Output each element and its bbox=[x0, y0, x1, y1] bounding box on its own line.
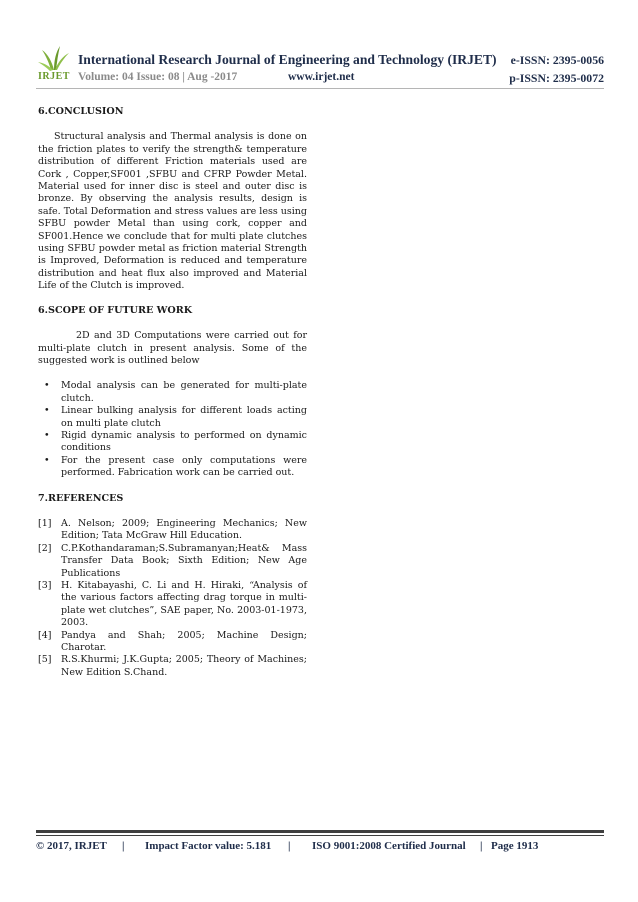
reference-text: R.S.Khurmi; J.K.Gupta; 2005; Theory of Machines; New Edition S.Chand. bbox=[61, 654, 307, 678]
conclusion-paragraph: Structural analysis and Thermal analysis is done on the friction plates to verify the strength& temperature distribution of different Friction materials used are Cork , Copper,SF001 ,SFBU and CFRP Powder Metal. Material used for inner disc is steel and outer disc is bronze. By observing the analysis results, design is safe. Total Deformation and stress values are less using SFBU powder Metal than using cork, copper and SF001.Hence we conclude that for multi plate clutches using SFBU powder metal as friction material Strength is Improved, Deformation is reduced and temperature distribution and heat flux also improved and Material Life of the Clutch is improved. bbox=[38, 131, 307, 292]
journal-title: International Research Journal of Engineering and Technology (IRJET) bbox=[78, 52, 497, 67]
reference-text: H. Kitabayashi, C. Li and H. Hiraki, “Analysis of the various factors affecting drag torque in multi-plate wet clutches”, SAE paper, No. 2003-01-1973, 2003. bbox=[61, 580, 307, 629]
list-item-text: For the present case only computations were performed. Fabrication work can be carried out. bbox=[61, 454, 307, 479]
footer-separator: | bbox=[122, 840, 125, 852]
reference-text: C.P.Kothandaraman;S.Subramanyan;Heat& Mass Transfer Data Book; Sixth Edition; New Age Publications bbox=[61, 542, 307, 579]
e-issn: e-ISSN: 2395-0056 bbox=[510, 53, 604, 67]
bullet-icon: • bbox=[44, 405, 50, 417]
reference-item bbox=[38, 543, 307, 580]
list-item bbox=[38, 405, 307, 430]
p-issn: p-ISSN: 2395-0072 bbox=[509, 71, 604, 85]
reference-item bbox=[38, 518, 307, 543]
reference-item bbox=[38, 580, 307, 630]
references-heading: 7.REFERENCES bbox=[38, 492, 124, 504]
website-link[interactable]: www.irjet.net bbox=[288, 71, 355, 83]
logo-text: IRJET bbox=[38, 71, 70, 82]
footer-separator: | bbox=[288, 840, 291, 852]
references-list bbox=[38, 518, 307, 679]
conclusion-heading: 6.CONCLUSION bbox=[38, 106, 124, 117]
list-item bbox=[38, 455, 307, 480]
bullet-icon: • bbox=[44, 429, 50, 441]
copyright: © 2017, IRJET bbox=[36, 840, 107, 852]
impact-factor: Impact Factor value: 5.181 bbox=[145, 840, 272, 852]
future-work-intro: 2D and 3D Computations were carried out for multi-plate clutch in present analysis. Some of the suggested work is outlined below bbox=[38, 330, 307, 366]
future-work-heading: 6.SCOPE OF FUTURE WORK bbox=[38, 304, 193, 316]
list-item-text: Modal analysis can be generated for multi-plate clutch. bbox=[61, 380, 307, 404]
reference-item bbox=[38, 630, 307, 655]
list-item-text: Linear bulking analysis for different loads acting on multi plate clutch bbox=[61, 405, 307, 429]
future-work-list bbox=[38, 380, 307, 479]
list-item bbox=[38, 430, 307, 455]
reference-number: [2] bbox=[38, 542, 52, 554]
text-column bbox=[38, 106, 307, 679]
list-item bbox=[38, 380, 307, 405]
journal-header bbox=[36, 44, 604, 90]
reference-number: [5] bbox=[38, 654, 52, 666]
bullet-icon: • bbox=[44, 454, 50, 466]
footer-separator: | bbox=[480, 840, 483, 852]
reference-number: [1] bbox=[38, 517, 52, 529]
reference-item bbox=[38, 654, 307, 679]
footer-divider-thick bbox=[36, 830, 604, 833]
bullet-icon: • bbox=[44, 380, 50, 392]
list-item-text: Rigid dynamic analysis to performed on dynamic conditions bbox=[61, 429, 307, 454]
header-divider bbox=[36, 88, 604, 89]
iso-certification: ISO 9001:2008 Certified Journal bbox=[312, 840, 466, 852]
reference-number: [4] bbox=[38, 629, 52, 641]
reference-text: A. Nelson; 2009; Engineering Mechanics; New Edition; Tata McGraw Hill Education. bbox=[61, 517, 307, 542]
page-number: Page 1913 bbox=[491, 840, 539, 852]
volume-issue: Volume: 04 Issue: 08 | Aug -2017 bbox=[78, 71, 238, 83]
reference-text: Pandya and Shah; 2005; Machine Design; Charotar. bbox=[61, 629, 307, 654]
reference-number: [3] bbox=[38, 580, 52, 591]
footer-divider-thin bbox=[36, 835, 604, 836]
